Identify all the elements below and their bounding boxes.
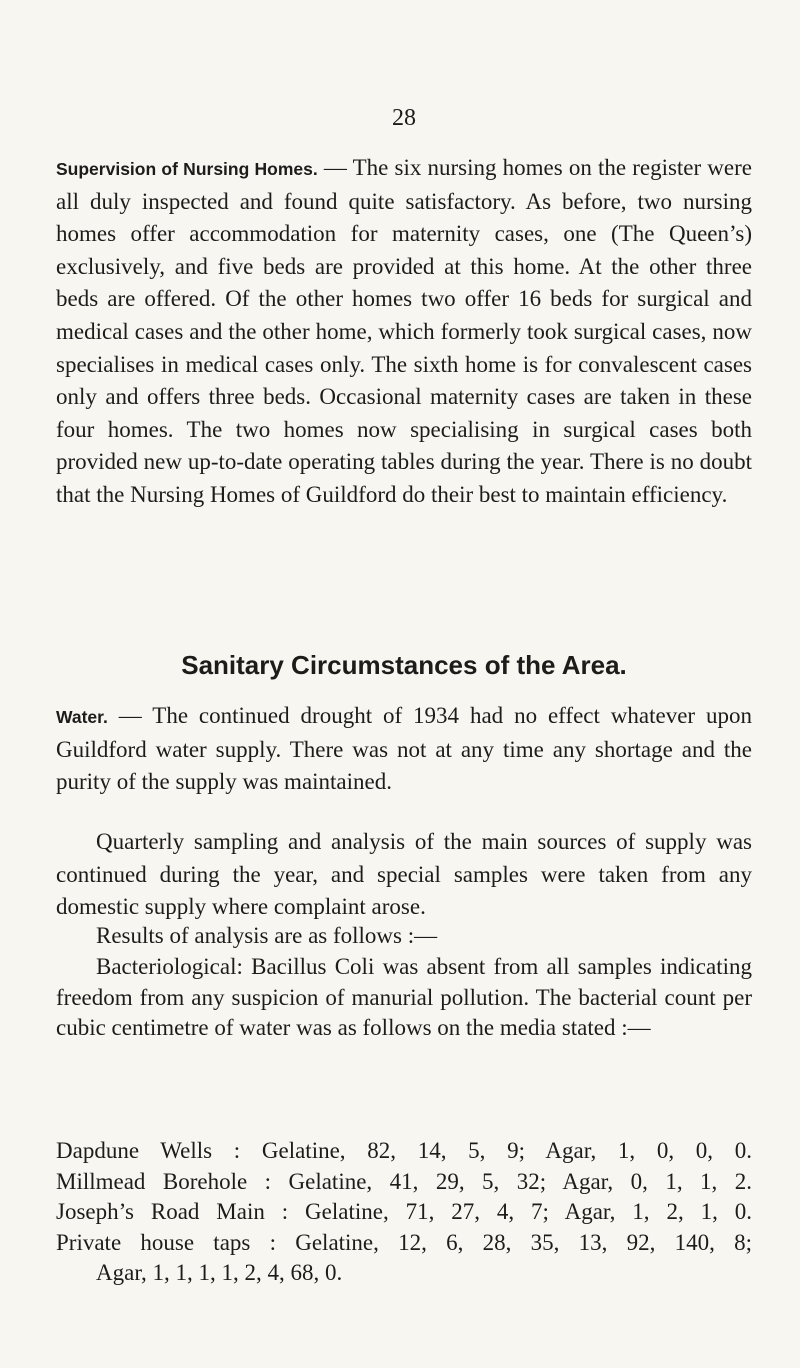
section-heading: Sanitary Circumstances of the Area. xyxy=(181,650,627,680)
result-line-millmead: Millmead Borehole : Gelatine, 41, 29, 5, 32; Agar, 0, 1, 1, 2. xyxy=(56,1168,752,1194)
result-line-private-taps-agar: Agar, 1, 1, 1, 1, 2, 4, 68, 0. xyxy=(96,1260,343,1286)
result-line-josephs-road: Joseph’s Road Main : Gelatine, 71, 27, 4, 7; Agar, 1, 2, 1, 0. xyxy=(56,1199,752,1225)
water-text: — The continued drought of 1934 had no effect whatever upon Guildford water supply. There was not at any time any shortage and the purity of the supply was maintained. xyxy=(56,703,752,795)
page-number: 28 xyxy=(392,105,416,131)
nursing-homes-paragraph xyxy=(56,152,752,512)
result-line-private-taps: Private house taps : Gelatine, 12, 6, 28, 35, 13, 92, 140, 8; xyxy=(56,1229,752,1255)
result-line-dapdune: Dapdune Wells : Gelatine, 82, 14, 5, 9; Agar, 1, 0, 0, 0. xyxy=(56,1138,752,1163)
results-list xyxy=(56,1136,752,1289)
water-paragraph xyxy=(56,700,752,799)
sampling-paragraph: Quarterly sampling and analysis of the main sources of supply was continued during the year, and special samples were taken from any domestic supply where complaint arose. xyxy=(56,829,752,920)
bacteriological-paragraph: Bacteriological: Bacillus Coli was absent from all samples indicating freedom from any suspicion of manurial pollution. The bacterial count per cubic centimetre of water was as follows on the media stated :— xyxy=(56,954,752,1041)
results-intro: Results of analysis are as follows :— xyxy=(96,923,438,948)
water-heading: Water. xyxy=(56,707,108,727)
nursing-homes-text: — The six nursing homes on the register were all duly inspected and found quite satisfactory. As before, two nursing homes offer accommodation for maternity cases, one (The Queen’s) exclusively, and five beds are provided at this home. At the other three beds are offered. Of the other homes two offer 16 beds for surgical and medical cases and the other home, which formerly took surgical cases, now specialises in medical cases only. The sixth home is for convalescent cases only and offers three beds. Occasional maternity cases are taken in these four homes. The two homes now specialising in surgical cases both provided new up-to-date operating tables during the year. There is no doubt that the Nursing Homes of Guildford do their best to maintain efficiency. xyxy=(56,155,752,507)
nursing-homes-heading: Supervision of Nursing Homes. xyxy=(56,159,318,179)
